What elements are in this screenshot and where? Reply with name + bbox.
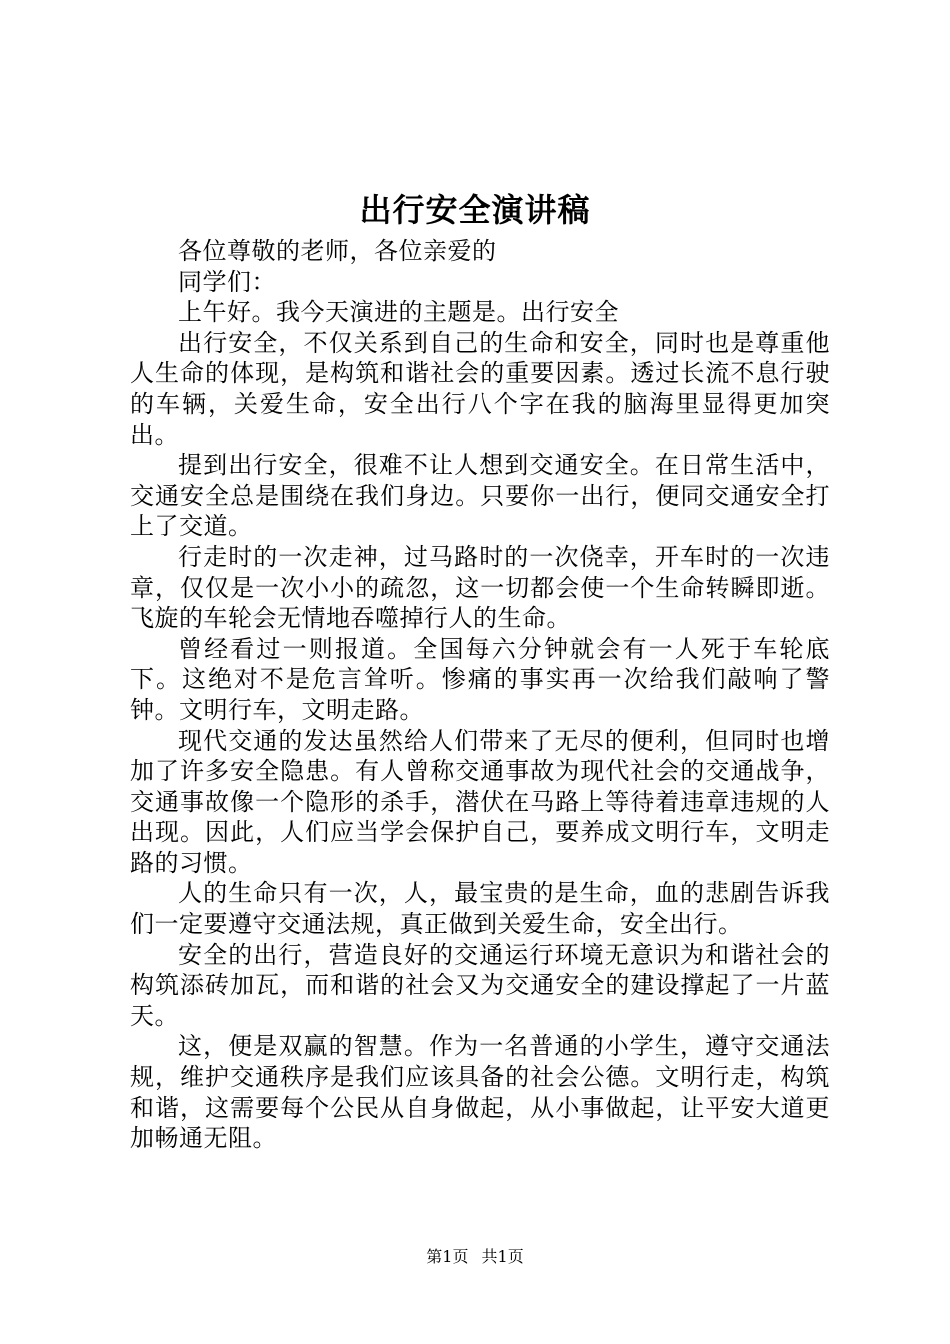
page-total: 共1页 <box>481 1247 524 1266</box>
paragraph: 这，便是双赢的智慧。作为一名普通的小学生，遵守交通法规，维护交通秩序是我们应该具备的社会公德。文明行走，构筑和谐，这需要每个公民从自身做起，从小事做起，让平安大道更加畅通无阻。 <box>130 1032 830 1153</box>
paragraph: 同学们： <box>178 267 276 296</box>
paragraph: 安全的出行，营造良好的交通运行环境无意识为和谐社会的构筑添砖加瓦，而和谐的社会又为交通安全的建设撑起了一片蓝天。 <box>130 940 830 1030</box>
paragraph: 上午好。我今天演进的主题是。出行安全 <box>178 298 619 327</box>
paragraph: 现代交通的发达虽然给人们带来了无尽的便利，但同时也增加了许多安全隐患。有人曾称交通事故为现代社会的交通战争，交通事故像一个隐形的杀手，潜伏在马路上等待着违章违规的人出现。因此，人们应当学会保护自己，要养成文明行车，文明走路的习惯。 <box>130 726 830 877</box>
paragraph: 人的生命只有一次，人，最宝贵的是生命，血的悲剧告诉我们一定要遵守交通法规，真正做到关爱生命，安全出行。 <box>130 879 830 939</box>
paragraph: 各位尊敬的老师，各位亲爱的 <box>178 237 497 265</box>
paragraph: 曾经看过一则报道。全国每六分钟就会有一人死于车轮底下。这绝对不是危言耸听。惨痛的事实再一次给我们敲响了警钟。文明行车，文明走路。 <box>130 634 830 724</box>
document-title: 出行安全演讲稿 <box>359 191 591 229</box>
document-body <box>130 236 830 1154</box>
paragraph: 出行安全，不仅关系到自己的生命和安全，同时也是尊重他人生命的体现，是构筑和谐社会的重要因素。透过长流不息行驶的车辆，关爱生命，安全出行八个字在我的脑海里显得更加突出。 <box>130 328 830 449</box>
page-footer <box>0 1246 950 1268</box>
paragraph: 提到出行安全，很难不让人想到交通安全。在日常生活中，交通安全总是围绕在我们身边。只要你一出行，便同交通安全打上了交道。 <box>130 451 830 541</box>
page-number: 第1页 <box>426 1247 469 1266</box>
paragraph: 行走时的一次走神，过马路时的一次侥幸，开车时的一次违章，仅仅是一次小小的疏忽，这一切都会使一个生命转瞬即逝。飞旋的车轮会无情地吞噬掉行人的生命。 <box>130 542 830 633</box>
